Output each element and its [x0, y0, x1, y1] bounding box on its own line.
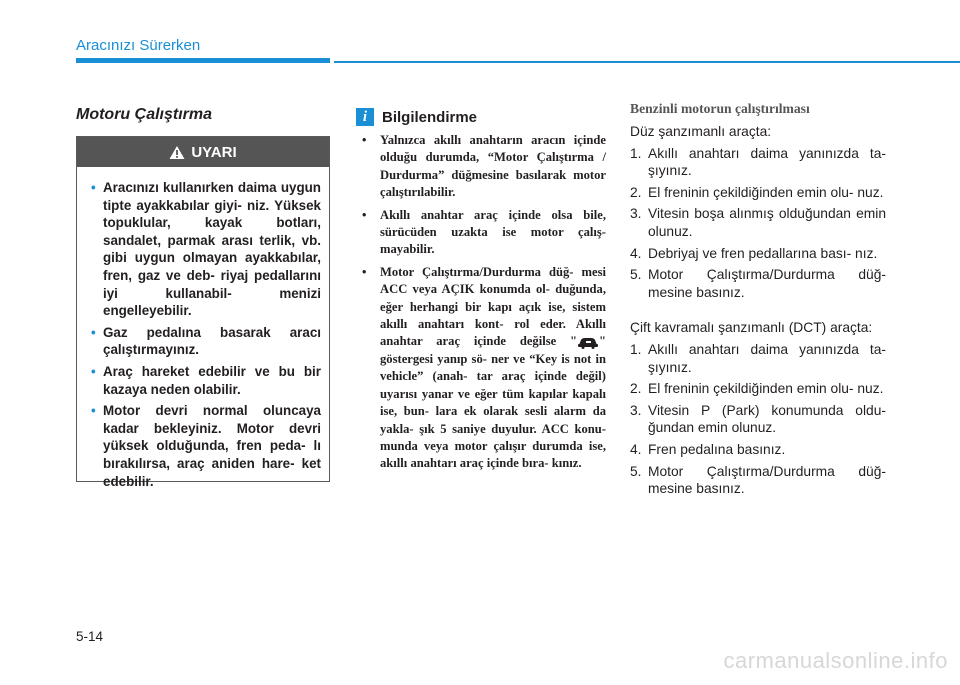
info-list [356, 132, 606, 473]
list-item: 1. Akıllı anahtarı daima yanınızda ta- şıyınız. [630, 145, 886, 179]
manual-steps [630, 145, 886, 302]
manual-intro: Düz şanzımanlı araçta: [630, 124, 772, 139]
list-item: 3. Vitesin P (Park) konumunda oldu- ğundan emin olunuz. [630, 402, 886, 436]
dct-intro: Çift kavramalı şanzımanlı (DCT) araçta: [630, 320, 873, 336]
list-item: • Araç hareket edebilir ve bu bir kazaya neden olabilir. [91, 363, 321, 397]
list-item: 5. Motor Çalıştırma/Durdurma düğ- mesine basınız. [630, 463, 886, 497]
dct-steps [630, 341, 886, 498]
list-item: • Motor devri normal oluncaya kadar bekleyiniz. Motor devri yüksek olduğunda, fren peda- lı bırakılırsa, araç aniden hare- ket edebilir. [91, 403, 321, 489]
list-item: 2. El freninin çekildiğinden emin olu- nuz. [630, 381, 884, 397]
info-header [356, 108, 606, 126]
page-number: 5-14 [76, 629, 104, 644]
bullet-icon: • [91, 403, 96, 419]
warning-header [77, 137, 329, 167]
warning-list [77, 167, 329, 490]
warning-triangle-icon [169, 145, 185, 160]
info-column [356, 108, 606, 478]
warning-label: UYARI [191, 143, 237, 161]
bullet-icon: • [91, 363, 96, 379]
list-item: 4. Debriyaj ve fren pedallarına bası- nız. [630, 245, 878, 261]
watermark: carmanualsonline.info [723, 648, 948, 673]
section-title: Motoru Çalıştırma [76, 106, 213, 123]
header-divider-thin [334, 61, 960, 63]
info-icon: i [356, 108, 374, 126]
bullet-icon: • [362, 264, 367, 279]
warning-box [76, 136, 330, 489]
right-title: Benzinli motorun çalıştırılması [630, 101, 810, 116]
list-item: • Gaz pedalına basarak aracı çalıştırmayınız. [91, 324, 321, 358]
list-item: 2. El freninin çekildiğinden emin olu- nuz. [630, 184, 884, 200]
header-divider-thick [76, 58, 330, 63]
list-item: 3. Vitesin boşa alınmış olduğundan emin olunuz. [630, 206, 886, 239]
bullet-icon: • [91, 324, 96, 340]
bullet-icon: • [362, 133, 367, 147]
info-title: Bilgilendirme [382, 108, 478, 126]
right-column [630, 101, 886, 502]
car-key-indicator-icon [577, 337, 599, 349]
spacer [630, 305, 886, 319]
list-item: 5. Motor Çalıştırma/Durdurma düğ- mesine basınız. [630, 267, 886, 300]
header-title: Aracınızı Sürerken [76, 37, 201, 54]
bullet-icon: • [362, 207, 367, 222]
list-item: • Akıllı anahtar araç içinde olsa bile, sürücüden uzakta ise motor çalış- mayabilir. [362, 207, 606, 257]
list-item: 4. Fren pedalına basınız. [630, 441, 786, 457]
bullet-icon: • [91, 180, 96, 195]
list-item: • Motor Çalıştırma/Durdurma düğ- mesi ACC veya AÇIK konumda ol- duğunda, eğer herhangi bir kapı açık ise, sistem akıllı anahtarı kont- rol eder. Akıllı anahtar araç içinde değilse " " göstergesi yanıp sö- ner ve “Key is not in vehicle” (anah- tar araç içinde değil) uyarısı yanar ve eğer tüm kapılar kapalı ise, bun- lara ek olarak sesli alarm da yakla- şık 5 saniye duyulur. ACC konu- munda veya motor çalışır durumda ise, akıllı anahtarı araç içinde bıra- kınız. [362, 264, 606, 471]
list-item: • Yalnızca akıllı anahtarın aracın içinde olduğu durumda, “Motor Çalıştırma / Durdurma” düğmesine basılarak motor çalıştırılabilir. [362, 133, 606, 200]
list-item: • Aracınızı kullanırken daima uygun tipte ayakkabılar giyi- niz. Yüksek topuklular, kayak botları, sandalet, parmak arası terlik, vb. gibi uygun olmayan ayakkabılar, fren, gaz ve deb- riyaj pedallarını iyi kullanabil- menizi engelleyebilir. [91, 180, 321, 319]
list-item: 1. Akıllı anahtarı daima yanınızda ta- şıyınız. [630, 341, 886, 375]
